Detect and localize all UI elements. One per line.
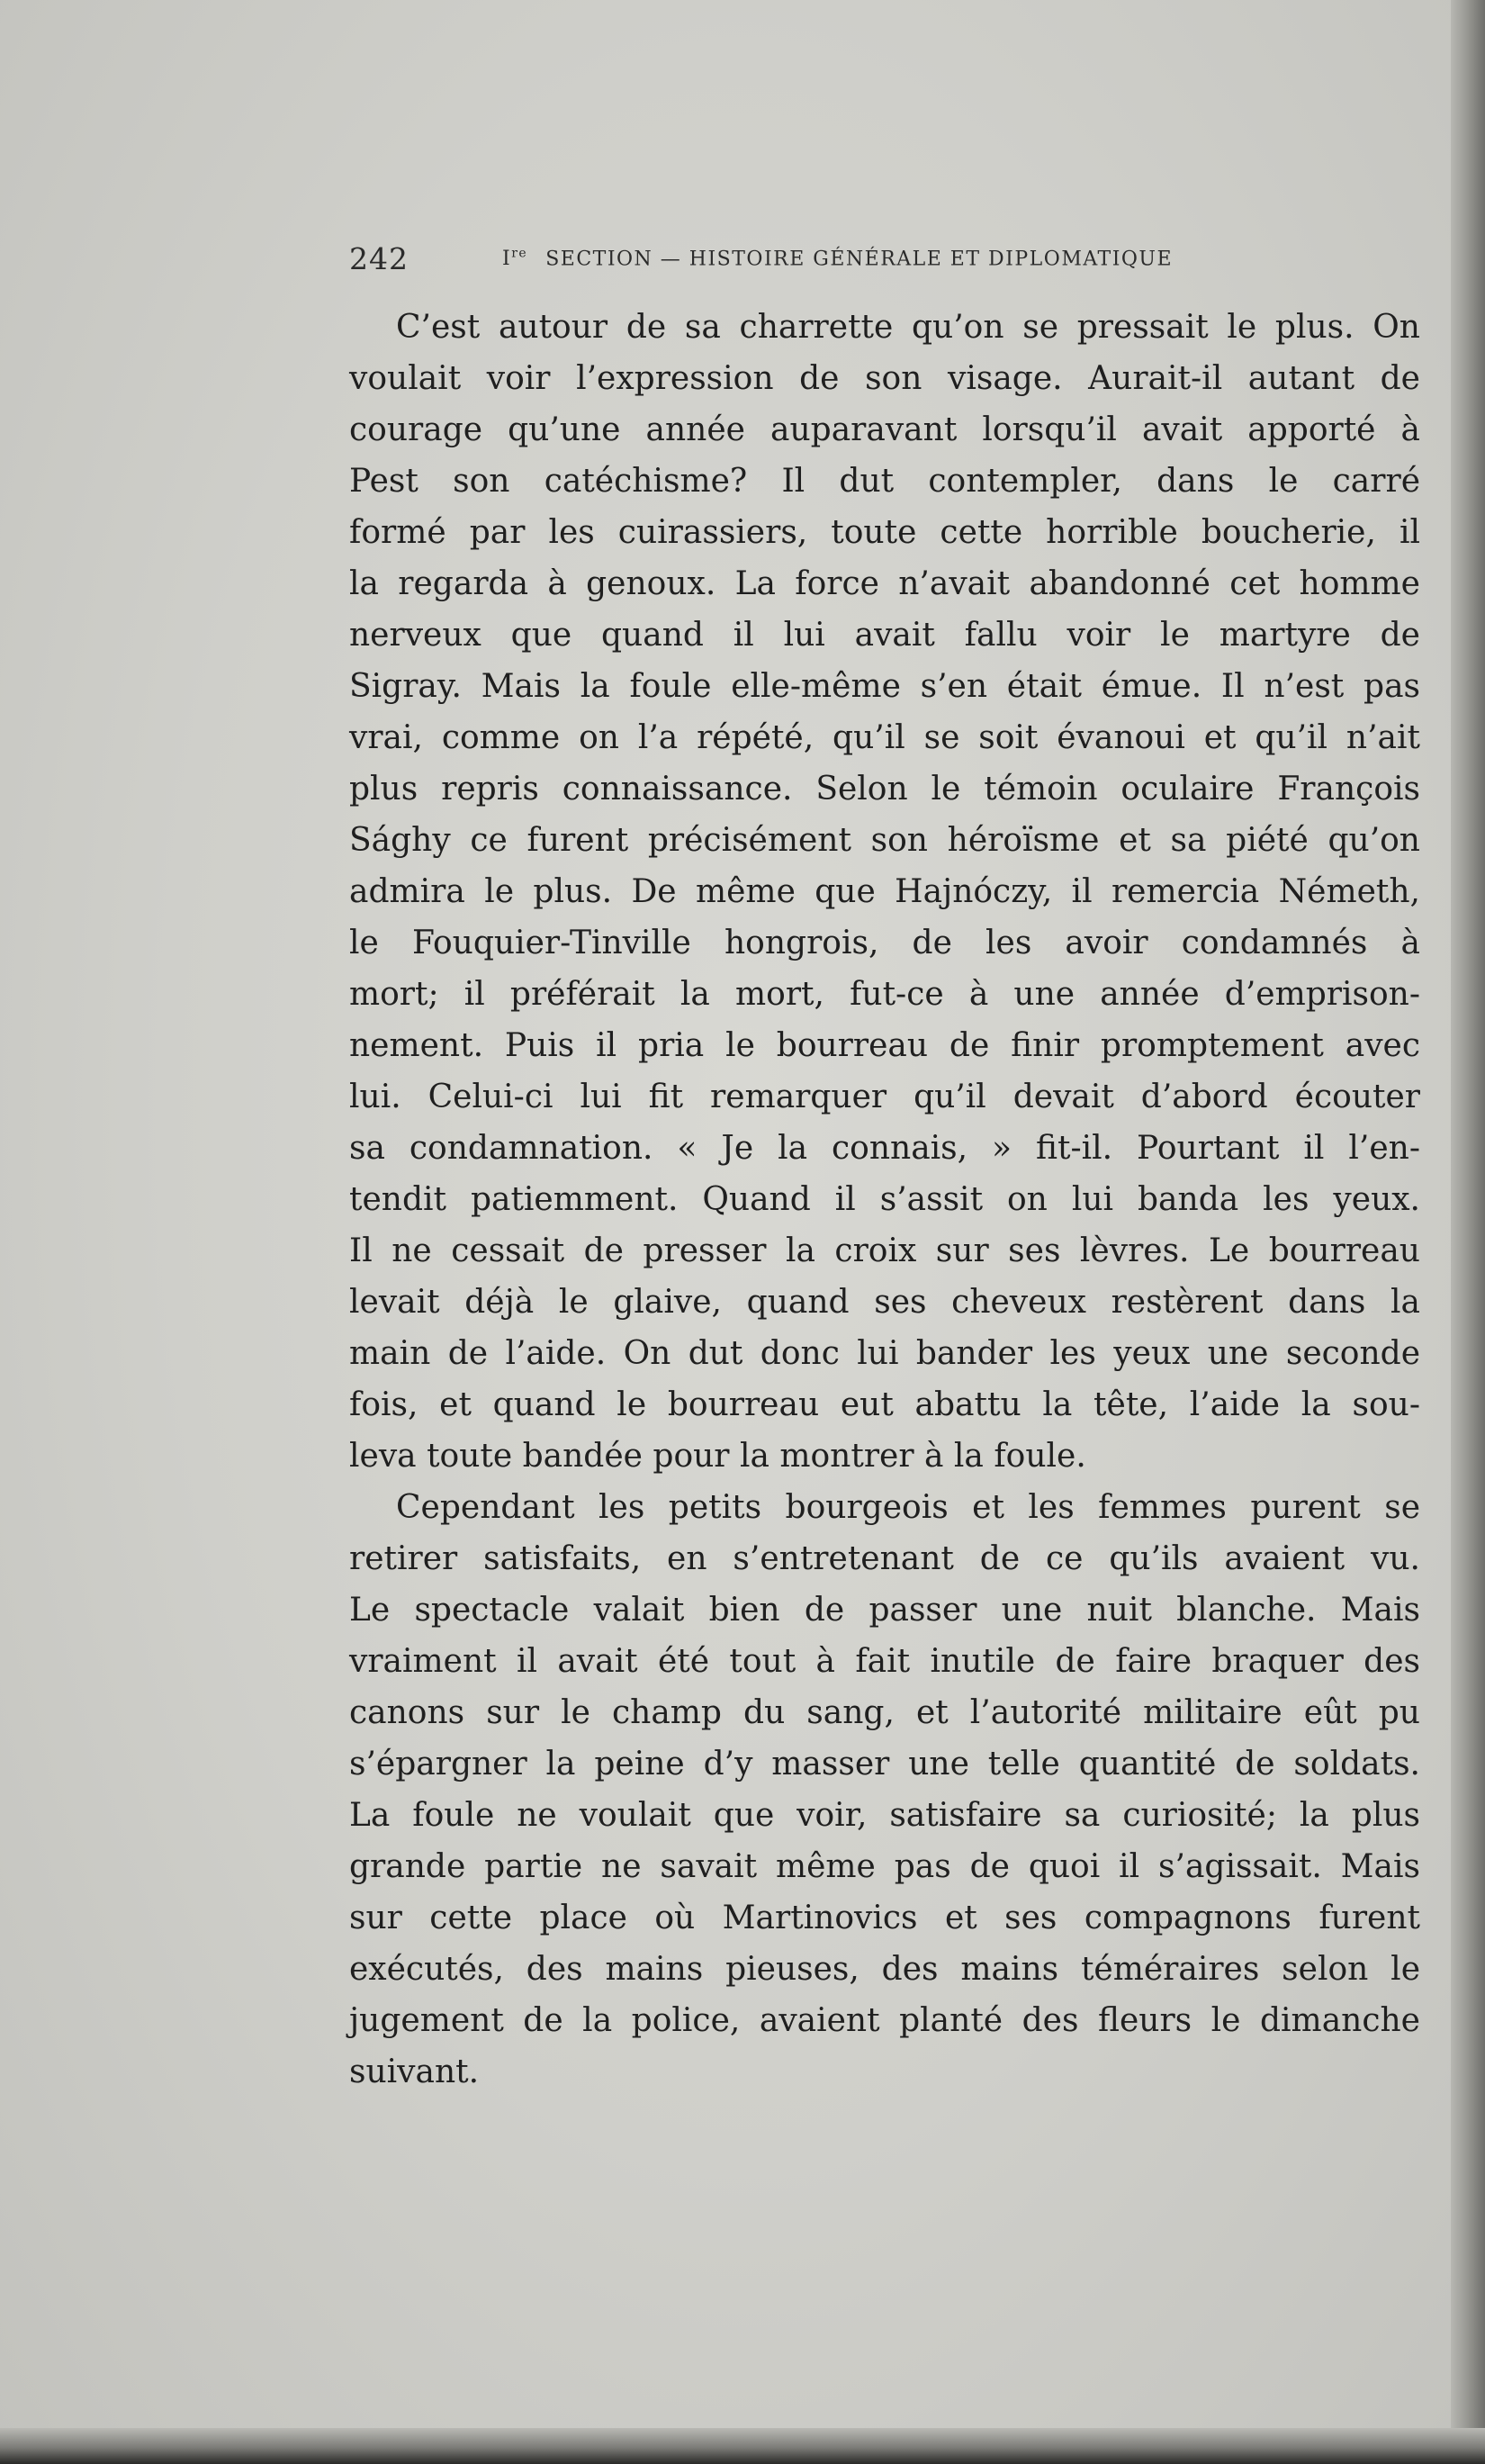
text-line: mort; il préférait la mort, fut-ce à une année d’emprison- — [349, 976, 1420, 1013]
page-bottom-edge — [0, 2428, 1485, 2464]
text-line: sa condamnation. « Je la connais, » fit-il. Pourtant il l’en- — [349, 1130, 1420, 1167]
text-line: voulait voir l’expression de son visage. Aurait-il autant de — [349, 360, 1420, 397]
text-line: retirer satisfaits, en s’entretenant de ce qu’ils avaient vu. — [349, 1540, 1420, 1577]
text-line: vraiment il avait été tout à fait inutile de faire braquer des — [349, 1643, 1420, 1680]
text-line: canons sur le champ du sang, et l’autorité militaire eût pu — [349, 1694, 1420, 1731]
text-line: sur cette place où Martinovics et ses compagnons furent — [349, 1900, 1420, 1936]
text-line: formé par les cuirassiers, toute cette horrible boucherie, il — [349, 514, 1420, 551]
text-line: la regarda à genoux. La force n’avait abandonné cet homme — [349, 565, 1420, 602]
text-line: Sághy ce furent précisément son héroïsme et sa piété qu’on — [349, 822, 1420, 859]
text-line: C’est autour de sa charrette qu’on se pressait le plus. On — [396, 309, 1420, 346]
text-line: nement. Puis il pria le bourreau de finir promptement avec — [349, 1027, 1420, 1064]
section-mark — [502, 248, 527, 270]
text-line: Pest son catéchisme? Il dut contempler, dans le carré — [349, 463, 1420, 500]
text-line: s’épargner la peine d’y masser une telle quantité de soldats. — [349, 1746, 1420, 1783]
running-head-text: SECTION — HISTOIRE GÉNÉRALE ET DIPLOMATIQUE — [545, 248, 1174, 271]
paragraph-1 — [349, 302, 1420, 1482]
page-header — [349, 241, 1249, 286]
text-line: vrai, comme on l’a répété, qu’il se soit évanoui et qu’il n’ait — [349, 719, 1420, 756]
text-line: lui. Celui-ci lui fit remarquer qu’il devait d’abord écouter — [349, 1079, 1420, 1115]
text-line: tendit patiemment. Quand il s’assit on lui banda les yeux. — [349, 1181, 1420, 1218]
text-line: Le spectacle valait bien de passer une nuit blanche. Mais — [349, 1592, 1420, 1629]
text-line: La foule ne voulait que voir, satisfaire sa curiosité; la plus — [349, 1797, 1420, 1834]
page-number: 242 — [349, 241, 409, 276]
text-line: suivant. — [349, 2053, 480, 2090]
text-line: main de l’aide. On dut donc lui bander les yeux une seconde — [349, 1335, 1420, 1372]
section-superscript: re — [511, 247, 528, 261]
text-line: courage qu’une année auparavant lorsqu’il avait apporté à — [349, 411, 1420, 448]
text-line: nerveux que quand il lui avait fallu voir le martyre de — [349, 617, 1420, 654]
text-line: Cependant les petits bourgeois et les femmes purent se — [396, 1489, 1420, 1526]
paragraph-2 — [349, 1482, 1420, 2098]
text-line: leva toute bandée pour la montrer à la foule. — [349, 1438, 1086, 1475]
text-line: admira le plus. De même que Hajnóczy, il remercia Németh, — [349, 873, 1420, 910]
text-line: le Fouquier-Tinville hongrois, de les avoir condamnés à — [349, 925, 1420, 961]
text-line: Il ne cessait de presser la croix sur ses lèvres. Le bourreau — [349, 1232, 1420, 1269]
text-line: exécutés, des mains pieuses, des mains téméraires selon le — [349, 1951, 1420, 1988]
running-head — [502, 247, 1173, 270]
text-line: jugement de la police, avaient planté des fleurs le dimanche — [349, 2002, 1420, 2039]
text-line: fois, et quand le bourreau eut abattu la tête, l’aide la sou- — [349, 1386, 1420, 1423]
section-prefix: I — [502, 248, 512, 271]
text-line: Sigray. Mais la foule elle-même s’en était émue. Il n’est pas — [349, 668, 1420, 705]
page-right-edge — [1451, 0, 1485, 2464]
text-line: levait déjà le glaive, quand ses cheveux restèrent dans la — [349, 1284, 1420, 1321]
text-line: plus repris connaissance. Selon le témoin oculaire François — [349, 771, 1420, 808]
text-line: grande partie ne savait même pas de quoi il s’agissait. Mais — [349, 1848, 1420, 1885]
body-text — [349, 302, 1420, 2098]
